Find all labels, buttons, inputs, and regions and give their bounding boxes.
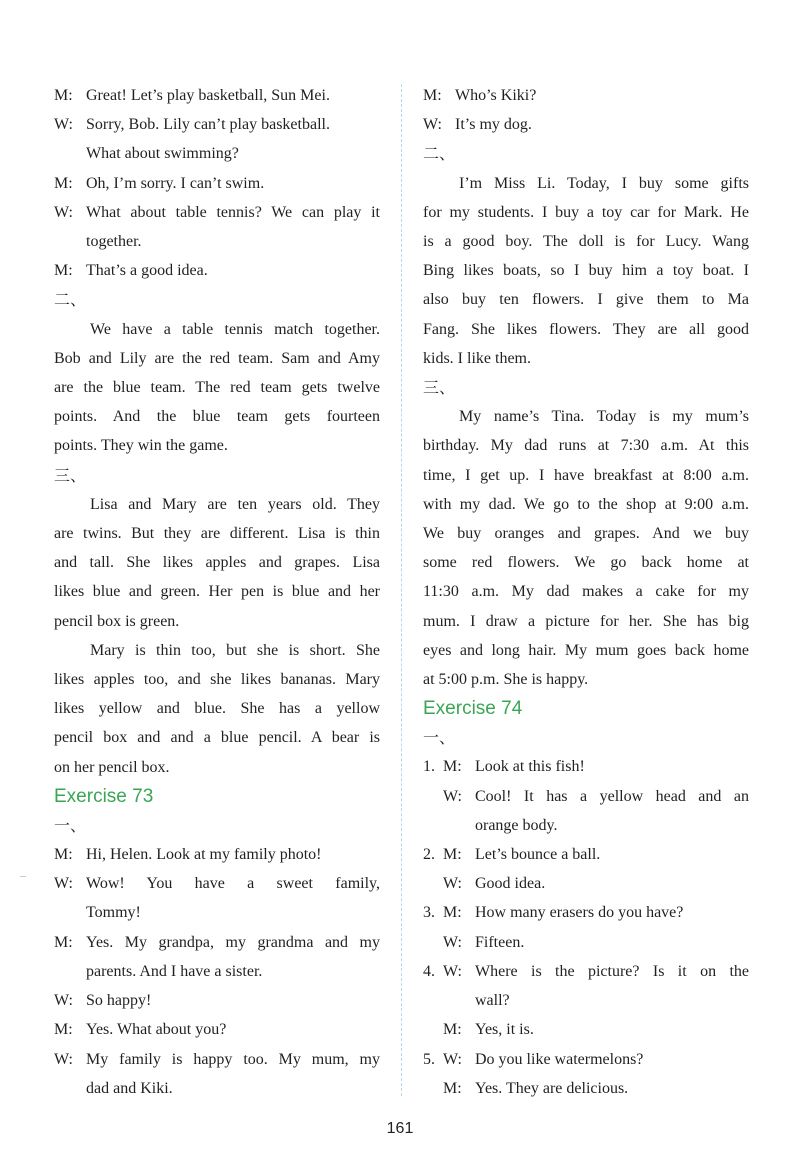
passage-line: Bob and Lily are the red team. Sam and Amy <box>54 349 380 367</box>
passage-line: pencil box and and a blue pencil. A bear is <box>54 729 380 747</box>
passage-line: at 5:00 p.m. She is happy. <box>423 671 589 689</box>
passage-line: for my students. I buy a toy car for Mark. He <box>423 203 749 221</box>
passage-line: Mary is thin too, but she is short. She <box>90 641 380 659</box>
dialog-line: W: So happy! <box>54 992 152 1010</box>
passage-line: Lisa and Mary are ten years old. They <box>90 495 380 513</box>
passage-line: is a good boy. The doll is for Lucy. Wang <box>423 233 749 251</box>
page-number: 161 <box>386 1120 414 1137</box>
section-label: 一、 <box>54 815 87 835</box>
passage-line: Bing likes boats, so I buy him a toy boat. I <box>423 262 749 280</box>
dialog-line: Tommy! <box>86 904 141 922</box>
margin-mark <box>20 876 26 877</box>
section-label: 三、 <box>54 465 87 485</box>
passage-line: points. They win the game. <box>54 437 228 455</box>
dialog-line: M: Great! Let’s play basketball, Sun Mei. <box>54 87 330 104</box>
dialog-line: W: Good idea. <box>443 875 546 893</box>
passage-line: My name’s Tina. Today is my mum’s <box>459 408 749 426</box>
dialog-line: M: Hi, Helen. Look at my family photo! <box>54 846 322 864</box>
passage-line: on her pencil box. <box>54 758 170 776</box>
dialog-kiki <box>423 81 749 139</box>
dialog-line: 5. W: Do you like watermelons? <box>423 1050 644 1068</box>
dialog-line: orange body. <box>475 816 558 834</box>
passage-line: some red flowers. We go back home at <box>423 554 749 572</box>
passage-line: kids. I like them. <box>423 349 531 367</box>
passage-twins <box>54 490 380 782</box>
passage-line: We buy oranges and grapes. And we buy <box>423 525 749 543</box>
passage-birthday <box>423 402 749 694</box>
passage-gifts <box>423 169 749 373</box>
dialog-line: 3. M: How many erasers do you have? <box>423 904 684 922</box>
passage-line: likes yellow and blue. She has a yellow <box>54 700 380 718</box>
dialog-line: dad and Kiki. <box>86 1079 173 1097</box>
dialog-line: W: Cool! It has a yellow head and an <box>443 787 749 805</box>
passage-line: birthday. My dad runs at 7:30 a.m. At this <box>423 437 749 455</box>
exercise-heading: Exercise 73 <box>54 785 154 807</box>
section-label: 三、 <box>423 378 456 398</box>
passage-line: likes apples too, and she likes bananas. Mary <box>54 671 380 689</box>
dialog-line: W: What about table tennis? We can play it <box>54 203 380 221</box>
passage-line: I’m Miss Li. Today, I buy some gifts <box>459 174 749 192</box>
passage-line: and tall. She likes apples and grapes. Lisa <box>54 554 380 572</box>
dialog-line: W: Sorry, Bob. Lily can’t play basketball. <box>54 116 330 134</box>
passage-line: are the blue team. The red team gets twelve <box>54 379 380 397</box>
passage-line: also buy ten flowers. I give them to Ma <box>423 291 749 309</box>
dialog-line: 4. W: Where is the picture? Is it on the <box>423 962 749 980</box>
passage-line: points. And the blue team gets fourteen <box>54 408 380 426</box>
dialog-1 <box>54 81 380 285</box>
dialog-line: M: Who’s Kiki? <box>423 87 537 104</box>
dialog-line: M: Yes. What about you? <box>54 1021 227 1039</box>
dialog-line: M: Yes, it is. <box>443 1021 534 1039</box>
dialog-line: M: Yes. They are delicious. <box>443 1079 629 1097</box>
passage-line: eyes and long hair. My mum goes back home <box>423 641 749 659</box>
dialog-line: What about swimming? <box>86 145 239 163</box>
dialog-line: M: That’s a good idea. <box>54 262 208 280</box>
passage-line: Fang. She likes flowers. They are all good <box>423 320 749 338</box>
section-label: 一、 <box>423 728 456 748</box>
dialog-line: W: My family is happy too. My mum, my <box>54 1050 380 1068</box>
passage-line: are twins. But they are different. Lisa is thin <box>54 525 380 543</box>
dialog-line: 2. M: Let’s bounce a ball. <box>423 846 601 864</box>
column-divider <box>401 84 402 1096</box>
dialog-line: W: Fifteen. <box>443 933 525 951</box>
passage-line: likes blue and green. Her pen is blue and her <box>54 583 380 601</box>
dialog-line: 1. M: Look at this fish! <box>423 758 585 776</box>
dialog-line: W: It’s my dog. <box>423 116 532 134</box>
dialog-line: wall? <box>475 992 510 1010</box>
dialog-line: W: Wow! You have a sweet family, <box>54 875 380 893</box>
dialog-line: parents. And I have a sister. <box>86 962 263 980</box>
section-label: 二、 <box>423 144 456 164</box>
left-column <box>54 81 380 1103</box>
dialog-line: M: Yes. My grandpa, my grandma and my <box>54 933 380 951</box>
passage-line: time, I get up. I have breakfast at 8:00 a.m. <box>423 466 749 484</box>
passage-line: We have a table tennis match together. <box>90 320 380 338</box>
passage-line: mum. I draw a picture for her. She has big <box>423 612 749 630</box>
dialog-line: M: Oh, I’m sorry. I can’t swim. <box>54 174 265 192</box>
passage-line: with my dad. We go to the shop at 9:00 a.m. <box>423 495 749 513</box>
numbered-dialogs <box>423 752 749 1102</box>
passage-team-match <box>54 315 380 461</box>
passage-line: pencil box is green. <box>54 612 180 630</box>
exercise-heading: Exercise 74 <box>423 698 523 720</box>
passage-line: 11:30 a.m. My dad makes a cake for my <box>423 583 749 601</box>
section-label: 二、 <box>54 290 87 310</box>
dialog-line: together. <box>86 233 142 251</box>
dialog-family-photo <box>54 840 380 1103</box>
right-column <box>423 81 749 1103</box>
